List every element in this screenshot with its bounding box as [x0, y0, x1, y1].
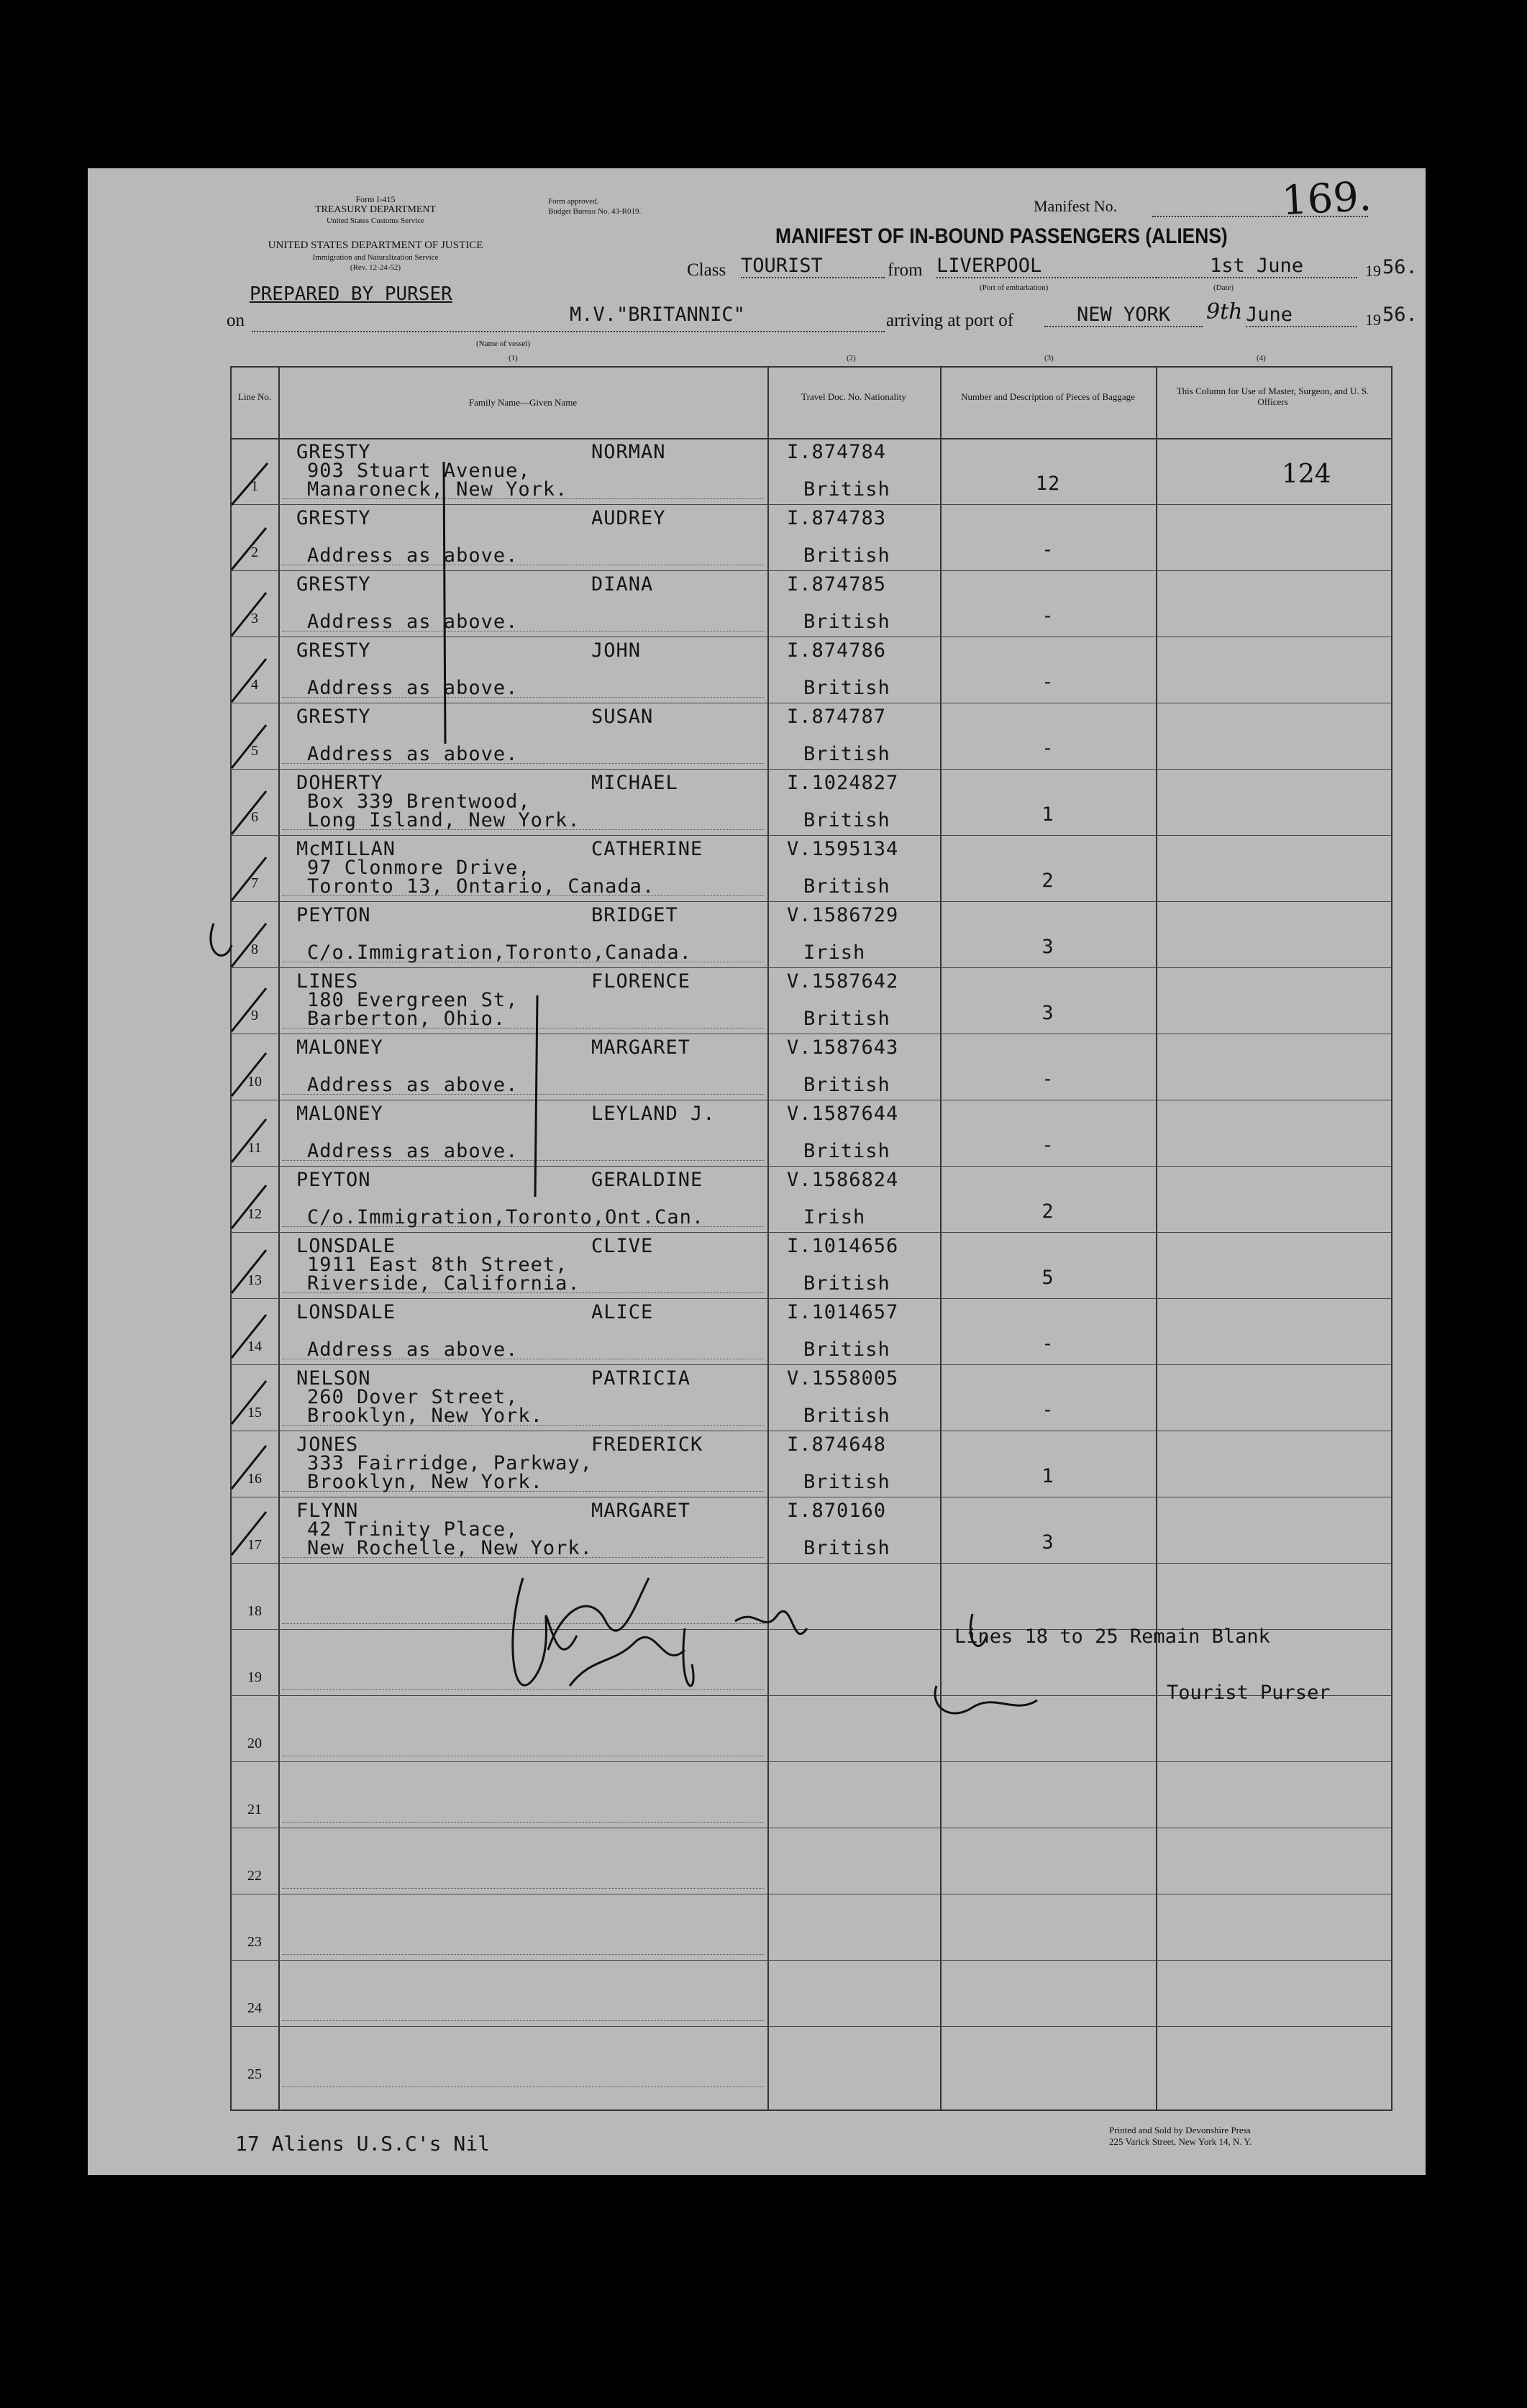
- given-name: MARGARET: [591, 1500, 691, 1522]
- travel-doc-no: V.1587644: [787, 1103, 899, 1125]
- address-line-2: Address as above.: [307, 743, 519, 765]
- nationality: British: [803, 743, 890, 765]
- baggage-count: 12: [1035, 473, 1061, 495]
- address-line-2: Address as above.: [307, 677, 519, 699]
- family-name: McMILLAN: [296, 838, 396, 860]
- col-number-2: (2): [847, 354, 856, 362]
- manifest-page: [88, 168, 1426, 2175]
- address-line-2: Address as above.: [307, 1074, 519, 1096]
- given-name: ALICE: [591, 1301, 654, 1323]
- handwritten-marks: [88, 168, 1426, 2175]
- col-number-3: (3): [1044, 354, 1054, 362]
- baggage-count: -: [1041, 1333, 1054, 1355]
- family-name: LONSDALE: [296, 1235, 396, 1257]
- nationality: Irish: [803, 941, 866, 964]
- baggage-count: 3: [1041, 1531, 1054, 1554]
- from-value: LIVERPOOL: [936, 255, 1159, 278]
- header-name: Family Name—Given Name: [468, 397, 578, 408]
- header-officers: This Column for Use of Master, Surgeon, and U. S. Officers: [1176, 386, 1369, 407]
- line-number: 3: [251, 611, 258, 626]
- line-number: 12: [247, 1206, 262, 1222]
- line-number: 25: [247, 2066, 262, 2082]
- revision-date: (Rev. 12-24-52): [350, 263, 401, 272]
- travel-doc-no: I.874783: [787, 507, 887, 529]
- nationality: British: [803, 478, 890, 501]
- customs-service: United States Customs Service: [327, 216, 424, 225]
- travel-doc-no: I.874784: [787, 441, 887, 463]
- baggage-count: -: [1041, 539, 1054, 561]
- baggage-count: -: [1041, 1068, 1054, 1090]
- baggage-count: 1: [1041, 1465, 1054, 1487]
- family-name: GRESTY: [296, 639, 371, 662]
- nationality: British: [803, 1272, 890, 1295]
- on-label: on: [227, 311, 245, 330]
- address-line-2: Brooklyn, New York.: [307, 1471, 543, 1493]
- address-line-1: 1911 East 8th Street,: [307, 1254, 568, 1276]
- family-name: PEYTON: [296, 1169, 371, 1191]
- line-number: 15: [247, 1405, 262, 1420]
- address-line-2: New Rochelle, New York.: [307, 1537, 593, 1559]
- line-number: 24: [247, 2000, 262, 2016]
- line-number: 9: [251, 1008, 258, 1023]
- departure-date: 1st June: [1156, 255, 1357, 278]
- nationality: British: [803, 544, 890, 567]
- line-number: 22: [247, 1868, 262, 1884]
- nationality: British: [803, 611, 890, 633]
- treasury-dept: TREASURY DEPARTMENT: [314, 204, 437, 215]
- travel-doc-no: V.1586729: [787, 904, 899, 926]
- budget-bureau: Budget Bureau No. 43-R019.: [548, 207, 642, 216]
- travel-doc-no: I.874787: [787, 706, 887, 728]
- justice-dept: UNITED STATES DEPARTMENT OF JUSTICE: [268, 240, 483, 251]
- nationality: British: [803, 1537, 890, 1559]
- address-line-2: Barberton, Ohio.: [307, 1008, 506, 1030]
- family-name: LONSDALE: [296, 1301, 396, 1323]
- family-name: FLYNN: [296, 1500, 359, 1522]
- nationality: British: [803, 1008, 890, 1030]
- address-line-2: Address as above.: [307, 1140, 519, 1162]
- class-value: TOURIST: [741, 255, 885, 278]
- nationality: British: [803, 809, 890, 831]
- address-line-1: Box 339 Brentwood,: [307, 790, 531, 813]
- given-name: JOHN: [591, 639, 642, 662]
- address-line-2: Manaroneck, New York.: [307, 478, 568, 501]
- address-line-2: Toronto 13, Ontario, Canada.: [307, 875, 655, 898]
- baggage-count: -: [1041, 605, 1054, 627]
- year-prefix-2: 19: [1365, 311, 1381, 329]
- baggage-count: -: [1041, 737, 1054, 760]
- nationality: British: [803, 1405, 890, 1427]
- baggage-count: 2: [1041, 870, 1054, 892]
- given-name: PATRICIA: [591, 1367, 691, 1390]
- line-number: 7: [251, 875, 258, 891]
- year-1: 56.: [1382, 256, 1418, 278]
- line-number: 19: [247, 1669, 262, 1685]
- family-name: MALONEY: [296, 1103, 383, 1125]
- address-line-1: 260 Dover Street,: [307, 1386, 519, 1408]
- baggage-count: 2: [1041, 1200, 1054, 1223]
- travel-doc-no: I.1024827: [787, 772, 899, 794]
- travel-doc-no: V.1586824: [787, 1169, 899, 1191]
- family-name: GRESTY: [296, 441, 371, 463]
- vessel-note: (Name of vessel): [476, 339, 531, 348]
- given-name: FLORENCE: [591, 970, 691, 993]
- given-name: CATHERINE: [591, 838, 703, 860]
- given-name: NORMAN: [591, 441, 666, 463]
- purser-title: Tourist Purser: [1167, 1682, 1331, 1704]
- travel-doc-no: V.1587643: [787, 1036, 899, 1059]
- officer-annotation: 124: [1282, 460, 1331, 489]
- given-name: AUDREY: [591, 507, 666, 529]
- vessel-name: M.V."BRITANNIC": [570, 304, 745, 326]
- nationality: British: [803, 1471, 890, 1493]
- line-number: 10: [247, 1074, 262, 1090]
- baggage-count: 5: [1041, 1267, 1054, 1289]
- manifest-number: 169.: [1280, 173, 1373, 225]
- address-line-1: 903 Stuart Avenue,: [307, 460, 531, 482]
- manifest-label: Manifest No.: [1034, 197, 1118, 215]
- line-number: 2: [251, 544, 258, 560]
- line-number: 23: [247, 1934, 262, 1950]
- address-line-2: Address as above.: [307, 611, 519, 633]
- baggage-count: -: [1041, 1134, 1054, 1157]
- travel-doc-no: V.1587642: [787, 970, 899, 993]
- line-number: 21: [247, 1802, 262, 1818]
- family-name: GRESTY: [296, 706, 371, 728]
- from-label: from: [888, 260, 923, 280]
- arrival-port: NEW YORK: [1044, 304, 1203, 327]
- embarkation-note: (Port of embarkation): [980, 283, 1049, 292]
- family-name: NELSON: [296, 1367, 371, 1390]
- date-note: (Date): [1213, 283, 1234, 292]
- form-approved: Form approved.: [548, 197, 599, 206]
- address-line-1: 333 Fairridge, Parkway,: [307, 1452, 593, 1474]
- line-number: 16: [247, 1471, 262, 1487]
- travel-doc-no: I.1014656: [787, 1235, 899, 1257]
- nationality: British: [803, 1074, 890, 1096]
- given-name: CLIVE: [591, 1235, 654, 1257]
- year-2: 56.: [1382, 304, 1418, 326]
- travel-doc-no: I.874648: [787, 1433, 887, 1456]
- line-number: 1: [251, 478, 258, 494]
- address-line-2: Brooklyn, New York.: [307, 1405, 543, 1427]
- baggage-count: 3: [1041, 936, 1054, 958]
- year-prefix-1: 19: [1365, 262, 1381, 280]
- form-number: Form I-415: [355, 194, 396, 204]
- family-name: JONES: [296, 1433, 359, 1456]
- given-name: BRIDGET: [591, 904, 678, 926]
- arriving-label: arriving at port of: [886, 311, 1014, 330]
- travel-doc-no: I.870160: [787, 1500, 887, 1522]
- line-number: 14: [247, 1338, 262, 1354]
- footer-total: 17 Aliens U.S.C's Nil: [235, 2132, 491, 2156]
- arrival-day: 9th: [1206, 299, 1243, 324]
- baggage-count: -: [1041, 1399, 1054, 1421]
- line-number: 5: [251, 743, 258, 759]
- travel-doc-no: I.874785: [787, 573, 887, 596]
- line-number: 8: [251, 941, 258, 957]
- given-name: MARGARET: [591, 1036, 691, 1059]
- header-line-no: Line No.: [237, 391, 272, 402]
- baggage-count: 1: [1041, 803, 1054, 826]
- printer-line-2: 225 Varick Street, New York 14, N. Y.: [1109, 2136, 1252, 2147]
- line-number: 13: [247, 1272, 262, 1288]
- travel-doc-no: V.1558005: [787, 1367, 899, 1390]
- address-line-2: Long Island, New York.: [307, 809, 580, 831]
- given-name: SUSAN: [591, 706, 654, 728]
- line-number: 6: [251, 809, 258, 825]
- address-line-2: Address as above.: [307, 544, 519, 567]
- family-name: DOHERTY: [296, 772, 383, 794]
- class-label: Class: [687, 260, 726, 280]
- given-name: LEYLAND J.: [591, 1103, 716, 1125]
- ins-service: Immigration and Naturalization Service: [312, 253, 439, 262]
- family-name: MALONEY: [296, 1036, 383, 1059]
- header-baggage: Number and Description of Pieces of Baggage: [961, 391, 1135, 402]
- nationality: British: [803, 677, 890, 699]
- line-number: 18: [247, 1603, 262, 1619]
- page-title: MANIFEST OF IN-BOUND PASSENGERS (ALIENS): [775, 224, 1228, 248]
- given-name: DIANA: [591, 573, 654, 596]
- travel-doc-no: I.874786: [787, 639, 887, 662]
- line-number: 11: [247, 1140, 262, 1156]
- address-line-1: 180 Evergreen St,: [307, 989, 519, 1011]
- remain-blank-note: Lines 18 to 25 Remain Blank: [954, 1625, 1270, 1648]
- baggage-count: -: [1041, 671, 1054, 693]
- family-name: PEYTON: [296, 904, 371, 926]
- col-number-4: (4): [1257, 354, 1266, 362]
- printer-line-1: Printed and Sold by Devonshire Press: [1109, 2125, 1251, 2135]
- address-line-2: C/o.Immigration,Toronto,Canada.: [307, 941, 692, 964]
- family-name: LINES: [296, 970, 359, 993]
- header-travel-doc: Travel Doc. No. Nationality: [801, 391, 906, 402]
- family-name: GRESTY: [296, 507, 371, 529]
- nationality: Irish: [803, 1206, 866, 1228]
- nationality: British: [803, 1140, 890, 1162]
- given-name: FREDERICK: [591, 1433, 703, 1456]
- given-name: MICHAEL: [591, 772, 678, 794]
- arrival-month: June: [1246, 304, 1357, 327]
- given-name: GERALDINE: [591, 1169, 703, 1191]
- address-line-2: Address as above.: [307, 1338, 519, 1361]
- nationality: British: [803, 875, 890, 898]
- prepared-by: PREPARED BY PURSER: [250, 283, 452, 305]
- line-number: 4: [251, 677, 258, 693]
- address-line-1: 97 Clonmore Drive,: [307, 857, 531, 879]
- col-number-1: (1): [509, 354, 518, 362]
- address-line-1: 42 Trinity Place,: [307, 1518, 519, 1541]
- line-number: 20: [247, 1736, 262, 1751]
- baggage-count: 3: [1041, 1002, 1054, 1024]
- address-line-2: Riverside, California.: [307, 1272, 580, 1295]
- nationality: British: [803, 1338, 890, 1361]
- travel-doc-no: V.1595134: [787, 838, 899, 860]
- line-number: 17: [247, 1537, 262, 1553]
- family-name: GRESTY: [296, 573, 371, 596]
- address-line-2: C/o.Immigration,Toronto,Ont.Can.: [307, 1206, 705, 1228]
- travel-doc-no: I.1014657: [787, 1301, 899, 1323]
